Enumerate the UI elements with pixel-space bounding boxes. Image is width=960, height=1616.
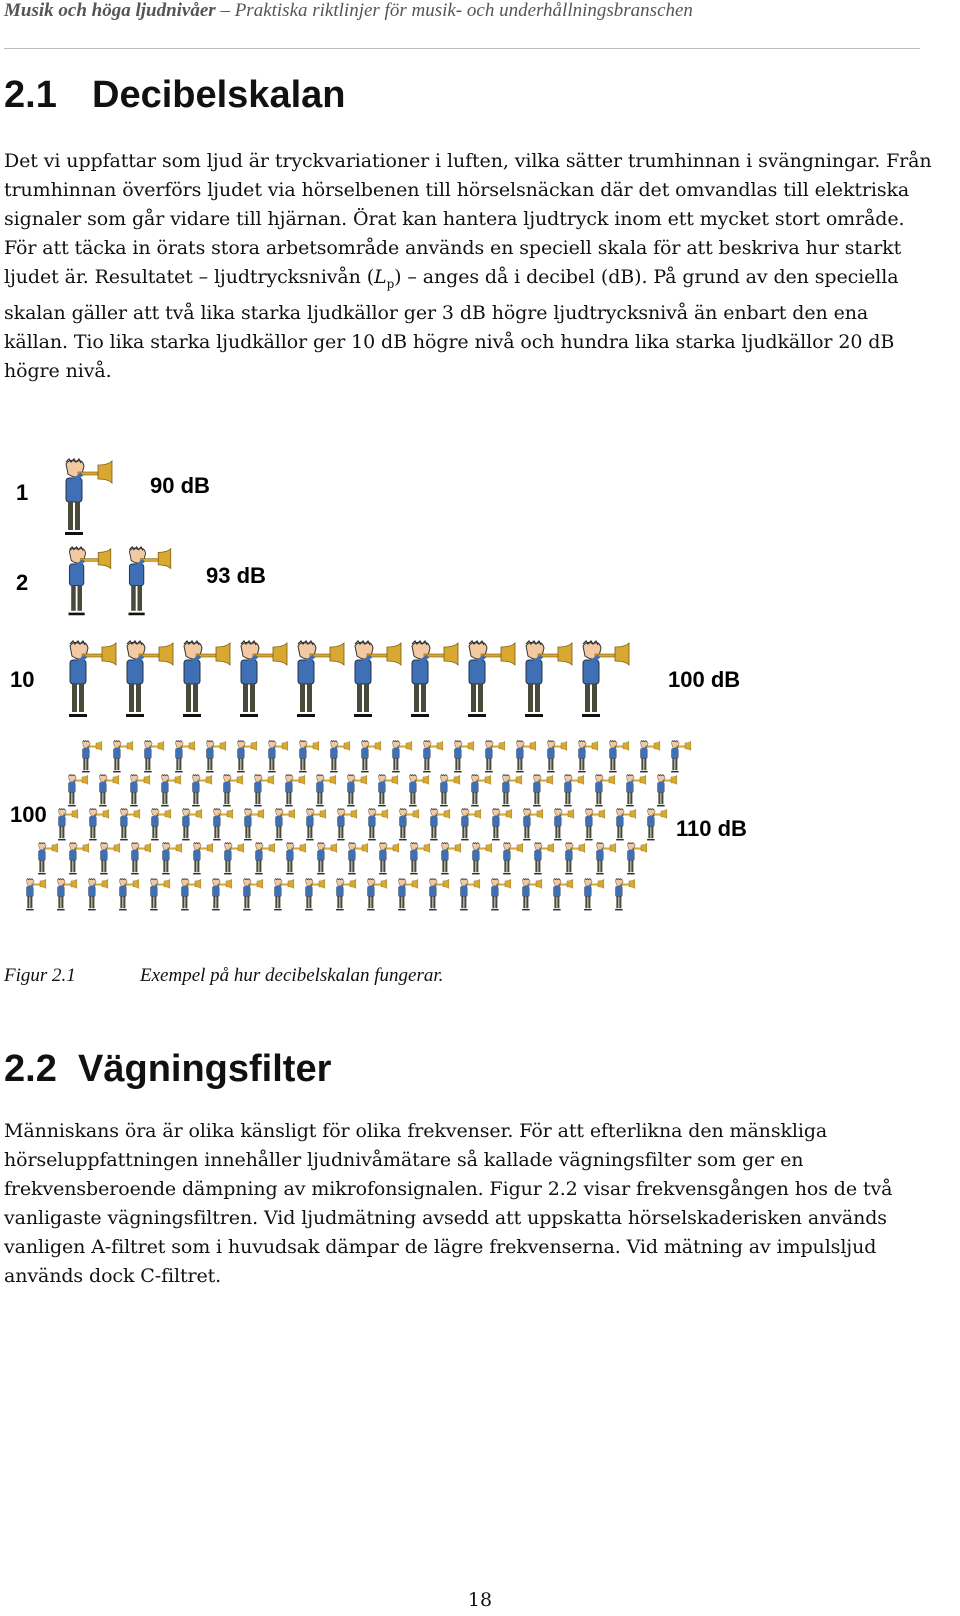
header-book-title: Musik och höga ljudnivåer <box>4 0 216 21</box>
trumpet-player-icon <box>55 878 79 911</box>
trumpet-player-icon <box>520 640 576 718</box>
trumpet-player-icon <box>583 808 607 841</box>
trumpet-player-icon <box>483 740 507 773</box>
trumpet-player-icon <box>407 774 431 807</box>
section-title: Decibelskalan <box>92 74 346 116</box>
trumpet-player-icon <box>500 774 524 807</box>
trumpet-player-icon <box>235 640 291 718</box>
header-divider <box>4 48 920 49</box>
row-4-level-label: 110 dB <box>676 816 747 841</box>
trumpet-player-icon <box>142 740 166 773</box>
trumpet-player-icon <box>118 808 142 841</box>
trumpet-player-icon <box>520 878 544 911</box>
figure-caption-text: Exempel på hur decibelskalan fungerar. <box>140 965 444 986</box>
trumpet-player-icon <box>190 774 214 807</box>
paragraph-text-part2: ) – anges då i decibel (dB). På grund av den speciella skalan gäller att två lika starka ljudkällor ger 3 dB högre ljudtrycksnivå än enbart den ena källan. Tio lika starka ljudkällor ger 10 dB högre nivå och hundra lika starka ljudkällor 20 dB högre nivå. <box>4 266 899 382</box>
trumpet-player-icon <box>314 774 338 807</box>
trumpet-player-icon <box>222 842 246 875</box>
row-4-count-label: 100 <box>10 802 47 827</box>
trumpet-player-icon <box>469 774 493 807</box>
section-number: 2.2 <box>4 1048 57 1090</box>
trumpet-player-icon <box>593 774 617 807</box>
trumpet-player-icon <box>458 878 482 911</box>
decibel-figure <box>0 450 960 950</box>
row-3-count-label: 10 <box>10 667 35 692</box>
trumpet-player-icon <box>655 774 679 807</box>
trumpet-player-icon <box>365 878 389 911</box>
trumpet-player-icon <box>376 774 400 807</box>
trumpet-player-icon <box>421 740 445 773</box>
trumpet-player-icon <box>272 878 296 911</box>
trumpet-player-icon <box>459 808 483 841</box>
section-2-1-paragraph <box>4 147 936 386</box>
row-1-level-label: 90 dB <box>150 473 210 498</box>
trumpet-player-icon <box>24 878 48 911</box>
trumpet-player-icon <box>98 842 122 875</box>
trumpet-player-icon <box>562 774 586 807</box>
trumpet-player-icon <box>87 808 111 841</box>
trumpet-player-icon <box>532 842 556 875</box>
figure-caption-number: Figur 2.1 <box>4 965 76 986</box>
trumpet-player-icon <box>64 640 120 718</box>
trumpet-player-icon <box>345 774 369 807</box>
trumpet-player-icon <box>439 842 463 875</box>
trumpet-player-icon <box>124 546 174 616</box>
trumpet-player-icon <box>669 740 693 773</box>
trumpet-player-icon <box>252 774 276 807</box>
trumpet-player-icon <box>582 878 606 911</box>
row-2-level-label: 93 dB <box>206 563 266 588</box>
trumpet-player-icon <box>80 740 104 773</box>
trumpet-player-icon <box>283 774 307 807</box>
trumpet-player-icon <box>235 740 259 773</box>
trumpet-player-icon <box>408 842 432 875</box>
trumpet-player-icon <box>204 740 228 773</box>
header-separator: – <box>215 0 235 21</box>
trumpet-player-icon <box>349 640 405 718</box>
trumpet-player-icon <box>97 774 121 807</box>
trumpet-player-icon <box>613 878 637 911</box>
trumpet-player-icon <box>178 640 234 718</box>
trumpet-player-icon <box>67 842 91 875</box>
trumpet-player-icon <box>551 878 575 911</box>
trumpet-player-icon <box>179 878 203 911</box>
trumpet-player-icon <box>406 640 462 718</box>
trumpet-player-icon <box>576 740 600 773</box>
trumpet-player-icon <box>86 878 110 911</box>
trumpet-player-icon <box>211 808 235 841</box>
trumpet-player-icon <box>334 878 358 911</box>
running-header <box>4 0 904 22</box>
trumpet-player-icon <box>427 878 451 911</box>
trumpet-player-icon <box>56 808 80 841</box>
trumpet-player-icon <box>514 740 538 773</box>
trumpet-player-icon <box>366 808 390 841</box>
header-subtitle: Praktiska riktlinjer för musik- och underhållningsbranschen <box>234 0 693 21</box>
trumpet-player-icon <box>438 774 462 807</box>
section-2-2-paragraph: Människans öra är olika känsligt för olika frekvenser. För att efterlikna den mänskliga hörseluppfattningen innehåller ljudnivåmätare så kallade vägningsfilter som ger en frekvensberoende dämpning av mikrofonsignalen. Figur 2.2 visar frekvensgången hos de två vanligaste vägningsfiltren. Vid ljudmätning avsedd att uppskatta hörselskaderisken används vanligen A-filtret som i huvudsak dämpar de lägre frekvenserna. Vid mätning av impulsljud används dock C-filtret. <box>4 1120 893 1287</box>
trumpet-player-icon <box>521 808 545 841</box>
trumpet-player-icon <box>607 740 631 773</box>
trumpet-player-icon <box>221 774 245 807</box>
trumpet-player-icon <box>117 878 141 911</box>
trumpet-player-icon <box>292 640 348 718</box>
trumpet-player-icon <box>614 808 638 841</box>
row-3-level-label: 100 dB <box>668 667 741 692</box>
trumpet-player-icon <box>390 740 414 773</box>
section-heading-2-2 <box>4 1048 331 1091</box>
trumpet-player-icon <box>346 842 370 875</box>
trumpet-player-icon <box>128 774 152 807</box>
trumpet-player-icon <box>428 808 452 841</box>
trumpet-player-icon <box>397 808 421 841</box>
trumpet-player-icon <box>129 842 153 875</box>
trumpet-player-icon <box>253 842 277 875</box>
trumpet-player-icon <box>531 774 555 807</box>
trumpet-player-icon <box>490 808 514 841</box>
trumpet-player-icon <box>242 808 266 841</box>
symbol-L: L <box>374 266 387 288</box>
trumpet-player-icon <box>638 740 662 773</box>
trumpet-player-icon <box>552 808 576 841</box>
trumpet-player-icon <box>241 878 265 911</box>
trumpet-player-icon <box>160 842 184 875</box>
trumpet-player-icon <box>64 546 114 616</box>
trumpet-player-icon <box>36 842 60 875</box>
trumpet-player-icon <box>273 808 297 841</box>
trumpet-player-icon <box>625 842 649 875</box>
trumpet-player-icon <box>545 740 569 773</box>
trumpet-player-icon <box>173 740 197 773</box>
trumpet-player-icon <box>328 740 352 773</box>
trumpet-player-icon <box>396 878 420 911</box>
trumpet-player-icon <box>60 458 116 536</box>
page-number: 18 <box>467 1589 493 1611</box>
trumpet-player-icon <box>624 774 648 807</box>
trumpet-player-icon <box>303 878 327 911</box>
trumpet-player-icon <box>266 740 290 773</box>
trumpet-player-icon <box>66 774 90 807</box>
trumpet-player-icon <box>304 808 328 841</box>
row-2-count-label: 2 <box>16 570 29 595</box>
trumpet-player-icon <box>463 640 519 718</box>
trumpet-player-icon <box>297 740 321 773</box>
trumpet-player-icon <box>501 842 525 875</box>
section-title: Vägningsfilter <box>78 1048 332 1090</box>
trumpet-player-icon <box>121 640 177 718</box>
trumpet-player-icon <box>470 842 494 875</box>
row-1-count-label: 1 <box>16 480 29 505</box>
trumpet-player-icon <box>377 842 401 875</box>
trumpet-player-icon <box>315 842 339 875</box>
section-heading-2-1 <box>4 74 345 117</box>
trumpet-player-icon <box>594 842 618 875</box>
trumpet-player-icon <box>335 808 359 841</box>
trumpet-player-icon <box>563 842 587 875</box>
trumpet-player-icon <box>149 808 173 841</box>
trumpet-player-icon <box>180 808 204 841</box>
trumpet-player-icon <box>284 842 308 875</box>
trumpet-player-icon <box>577 640 633 718</box>
trumpet-player-icon <box>111 740 135 773</box>
trumpet-player-icon <box>489 878 513 911</box>
trumpet-player-icon <box>210 878 234 911</box>
trumpet-player-icon <box>159 774 183 807</box>
section-number: 2.1 <box>4 74 57 116</box>
symbol-subscript-p: p <box>386 276 395 291</box>
trumpet-player-icon <box>191 842 215 875</box>
trumpet-player-icon <box>148 878 172 911</box>
trumpet-player-icon <box>645 808 669 841</box>
paragraph-text-part1: Det vi uppfattar som ljud är tryckvariationer i luften, vilka sätter trumhinnan i svängningar. Från trumhinnan överförs ljudet via hörselbenen till hörselsnäckan där det omvandlas till elektriska signaler som går vidare till hjärnan. Örat kan hantera ljudtryck inom ett mycket stort område. För att täcka in örats stora arbetsområde används en speciell skala för att beskriva hur starkt ljudet är. Resultatet – ljudtrycksnivån ( <box>4 150 932 288</box>
trumpet-player-icon <box>359 740 383 773</box>
trumpet-player-icon <box>452 740 476 773</box>
